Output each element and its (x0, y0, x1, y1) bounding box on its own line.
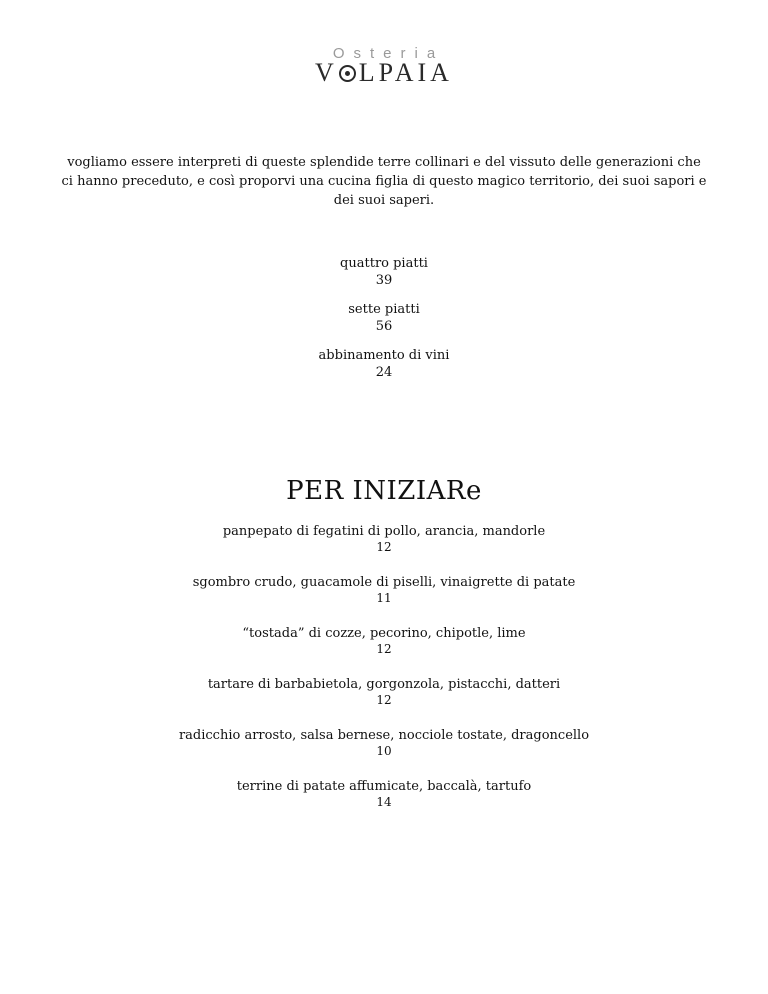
intro-paragraph: vogliamo essere interpreti di queste splendide terre collinari e del vissuto delle generazioni che ci hanno preceduto, e così proporvi una cucina figlia di questo magico territorio, dei suoi sapori e dei suoi saperi. (61, 155, 707, 208)
tasting-option (0, 301, 768, 335)
dish-price: 10 (376, 744, 392, 758)
dish-item (0, 778, 768, 810)
dish-price: 12 (376, 642, 392, 656)
tasting-option-label: abbinamento di vini (318, 348, 450, 363)
dish-list (0, 523, 768, 829)
dish-item (0, 727, 768, 759)
logo-ring-icon (339, 65, 356, 82)
dish-item (0, 625, 768, 657)
osteria-volpaia-logo (0, 46, 768, 86)
tasting-option-price: 56 (375, 319, 393, 334)
dish-name: radicchio arrosto, salsa bernese, nocciole tostate, dragoncello (178, 728, 590, 743)
dish-item (0, 676, 768, 708)
section-title: PER INIZIARe (286, 476, 482, 506)
dish-price: 11 (376, 591, 392, 605)
dish-price: 12 (376, 693, 392, 707)
dish-item (0, 523, 768, 555)
tasting-option (0, 347, 768, 381)
dish-name: tartare di barbabietola, gorgonzola, pistacchi, datteri (207, 677, 561, 692)
dish-item (0, 574, 768, 606)
logo-letter-v: V (315, 58, 338, 87)
dish-name: “tostada” di cozze, pecorino, chipotle, lime (242, 626, 526, 641)
dish-price: 12 (376, 540, 392, 554)
logo-letters-lpaia: LPAIA (358, 58, 453, 87)
logo-osteria-text: Osteria (332, 45, 445, 62)
logo-volpaia-wordmark (315, 60, 453, 86)
dish-name: sgombro crudo, guacamole di piselli, vinaigrette di patate (192, 575, 576, 590)
tasting-option-label: quattro piatti (340, 256, 428, 271)
tasting-option-price: 39 (375, 273, 393, 288)
dish-price: 14 (376, 795, 392, 809)
tasting-option (0, 255, 768, 289)
tasting-menu-options (0, 255, 768, 393)
tasting-option-label: sette piatti (348, 302, 420, 317)
dish-name: terrine di patate affumicate, baccalà, tartufo (236, 779, 532, 794)
dish-name: panpepato di fegatini di pollo, arancia, mandorle (222, 524, 546, 539)
tasting-option-price: 24 (375, 365, 393, 380)
